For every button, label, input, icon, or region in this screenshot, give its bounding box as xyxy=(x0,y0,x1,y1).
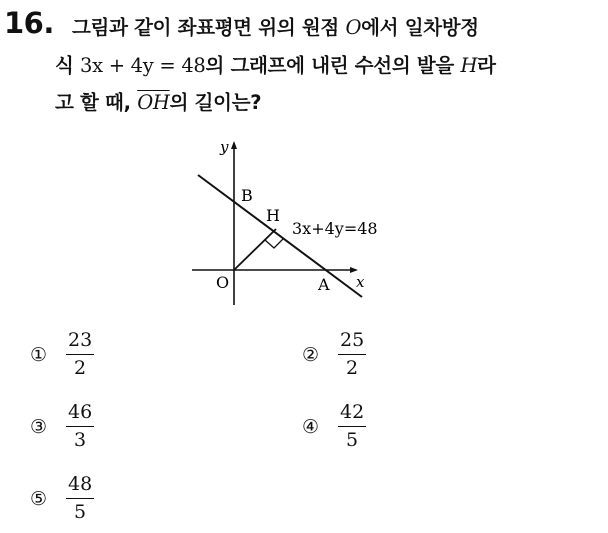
coordinate-figure xyxy=(180,135,395,310)
line-equation-label: 3x+4y=48 xyxy=(292,219,378,238)
question-text: 라 xyxy=(477,54,496,77)
denominator: 5 xyxy=(346,429,359,451)
question-text: 그림과 같이 좌표평면 위의 원점 xyxy=(72,16,346,39)
foot-symbol: H xyxy=(460,54,478,77)
choice-marker: ④ xyxy=(302,415,320,438)
right-angle-mark xyxy=(265,238,284,248)
y-axis-label: y xyxy=(220,138,229,156)
numerator: 23 xyxy=(66,331,94,355)
question-text: 에서 일차방정 xyxy=(361,16,479,39)
question-line-1 xyxy=(72,12,479,40)
choice-marker: ② xyxy=(302,343,320,366)
origin-symbol: O xyxy=(345,16,362,39)
denominator: 2 xyxy=(74,357,87,379)
segment-oh-line xyxy=(234,229,276,270)
fraction xyxy=(66,331,94,378)
question-text: 의 그래프에 내린 수선의 발을 xyxy=(205,54,461,77)
question-text: 식 xyxy=(55,54,81,77)
question-number: 16. xyxy=(4,6,54,40)
choice-marker: ③ xyxy=(30,415,48,438)
point-b-label: B xyxy=(241,186,253,205)
numerator: 42 xyxy=(338,403,366,427)
equation: 3x + 4y = 48 xyxy=(80,54,206,77)
segment-oh: $\overline{OH}$ xyxy=(137,91,170,114)
fraction xyxy=(66,403,94,450)
choice-3[interactable] xyxy=(30,403,94,450)
x-axis-label: x xyxy=(356,273,365,291)
choice-4[interactable] xyxy=(302,403,366,450)
choice-2[interactable] xyxy=(302,331,366,378)
choice-5[interactable] xyxy=(30,475,94,522)
point-h-label: H xyxy=(266,206,280,225)
numerator: 48 xyxy=(66,475,94,499)
fraction xyxy=(66,475,94,522)
denominator: 2 xyxy=(346,357,359,379)
point-a-label: A xyxy=(318,275,330,294)
origin-label: O xyxy=(216,273,230,292)
choice-marker: ① xyxy=(30,343,48,366)
fraction xyxy=(338,331,366,378)
fraction xyxy=(338,403,366,450)
question-text: 고 할 때, xyxy=(55,91,138,114)
numerator: 25 xyxy=(338,331,366,355)
question-line-3 xyxy=(55,87,261,115)
question-line-2 xyxy=(55,50,496,78)
numerator: 46 xyxy=(66,403,94,427)
choice-1[interactable] xyxy=(30,331,94,378)
y-axis-arrow xyxy=(231,141,237,149)
denominator: 3 xyxy=(74,429,87,451)
question-text: 의 길이는? xyxy=(169,91,262,114)
choice-marker: ⑤ xyxy=(30,487,48,510)
denominator: 5 xyxy=(74,501,87,523)
